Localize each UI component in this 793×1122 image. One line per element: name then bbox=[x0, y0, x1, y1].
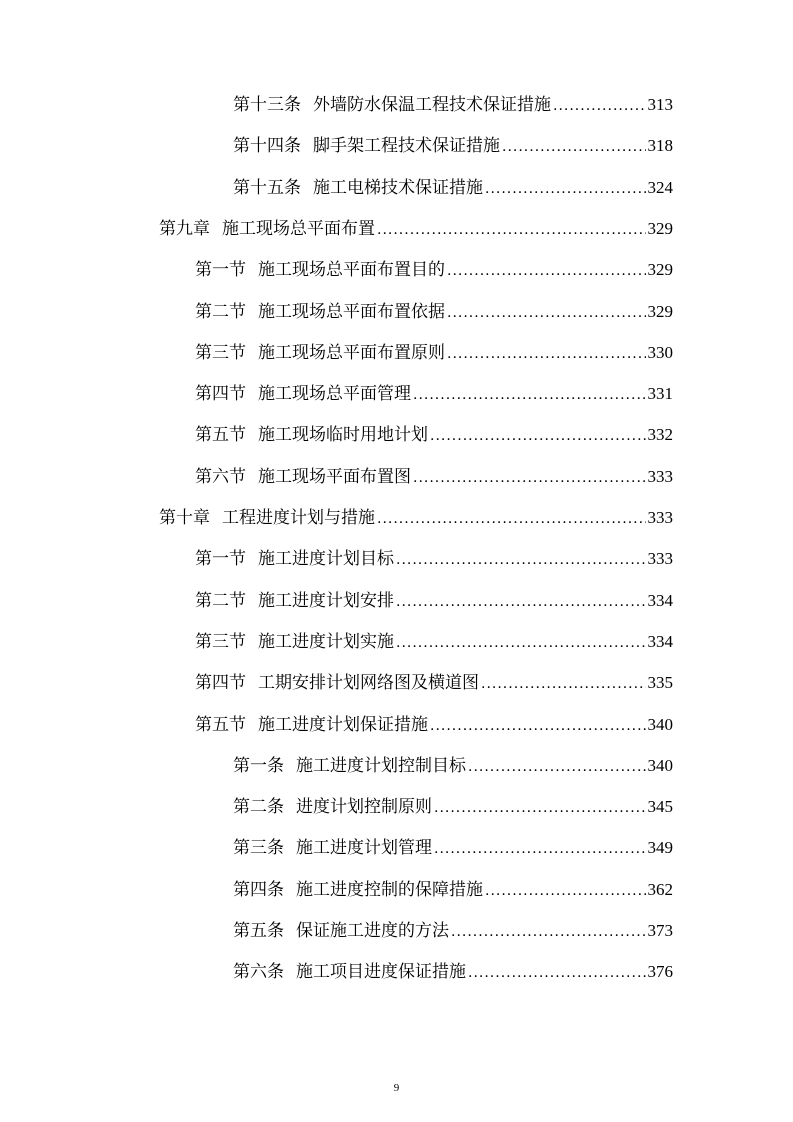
toc-entry-page: 324 bbox=[647, 177, 673, 197]
toc-entry-page: 340 bbox=[647, 755, 673, 775]
toc-entry-page: 333 bbox=[647, 549, 673, 569]
toc-entry-number: 第三条 bbox=[233, 838, 284, 859]
toc-entry-page: 362 bbox=[647, 879, 673, 899]
dot-leader bbox=[451, 917, 646, 947]
toc-entry[interactable] bbox=[195, 255, 673, 285]
toc-entry-number: 第五条 bbox=[233, 921, 284, 941]
toc-entry-page: 329 bbox=[647, 301, 673, 321]
toc-entry-number: 第五节 bbox=[195, 425, 246, 446]
toc-entry-page: 330 bbox=[647, 342, 673, 362]
dot-leader bbox=[396, 545, 646, 575]
toc-entry[interactable] bbox=[195, 544, 673, 574]
toc-entry-page: 333 bbox=[647, 508, 673, 527]
dot-leader bbox=[447, 339, 646, 369]
toc-entry-title: 脚手架工程技术保证措施 bbox=[313, 136, 500, 157]
page-number: 9 bbox=[393, 1082, 400, 1094]
dot-leader bbox=[396, 628, 646, 658]
toc-entry-title: 施工现场总平面布置原则 bbox=[258, 342, 445, 363]
toc-entry-number: 第六条 bbox=[233, 962, 284, 983]
dot-leader bbox=[377, 215, 646, 245]
dot-leader bbox=[413, 380, 646, 410]
toc-entry-number: 第十五条 bbox=[233, 177, 301, 198]
toc-entry-title: 施工进度计划保证措施 bbox=[258, 714, 428, 735]
dot-leader bbox=[481, 669, 646, 699]
toc-entry-page: 349 bbox=[647, 838, 673, 858]
toc-entry-number: 第四节 bbox=[195, 384, 246, 405]
toc-entry-number: 第一节 bbox=[195, 549, 246, 570]
toc-entry-title: 工期安排计划网络图及横道图 bbox=[258, 673, 479, 694]
toc-entry-page: 345 bbox=[647, 797, 673, 817]
toc-entry[interactable] bbox=[233, 751, 673, 781]
toc-entry-number: 第二节 bbox=[195, 590, 246, 611]
toc-entry-number: 第六节 bbox=[195, 466, 246, 487]
dot-leader bbox=[485, 876, 646, 906]
toc-entry-title: 保证施工进度的方法 bbox=[296, 921, 449, 941]
toc-entry[interactable] bbox=[233, 833, 673, 863]
dot-leader bbox=[447, 256, 646, 286]
toc-entry-title: 进度计划控制原则 bbox=[296, 797, 432, 818]
dot-leader bbox=[396, 587, 646, 617]
toc-entry-number: 第十四条 bbox=[233, 136, 301, 157]
toc-entry-page: 329 bbox=[647, 260, 673, 280]
toc-entry[interactable] bbox=[233, 916, 673, 946]
toc-entry-title: 施工现场总平面布置依据 bbox=[258, 301, 445, 322]
toc-entry-page: 334 bbox=[647, 631, 673, 651]
dot-leader bbox=[413, 463, 646, 493]
toc-entry[interactable] bbox=[195, 420, 673, 450]
toc-entry-title: 施工电梯技术保证措施 bbox=[313, 177, 483, 198]
toc-entry-number: 第一条 bbox=[233, 755, 284, 776]
toc-entry-title: 施工进度计划管理 bbox=[296, 838, 432, 859]
dot-leader bbox=[377, 504, 646, 534]
dot-leader bbox=[485, 174, 646, 204]
toc-entry[interactable] bbox=[233, 173, 673, 203]
toc-entry-page: 335 bbox=[647, 673, 673, 693]
dot-leader bbox=[447, 298, 646, 328]
toc-entry-page: 331 bbox=[647, 384, 673, 404]
toc-entry-page: 340 bbox=[647, 714, 673, 734]
dot-leader bbox=[434, 834, 646, 864]
toc-entry-number: 第五节 bbox=[195, 714, 246, 735]
toc-entry[interactable] bbox=[195, 379, 673, 409]
toc-entry-number: 第十三条 bbox=[233, 95, 301, 115]
toc-entry-page: 376 bbox=[647, 962, 673, 982]
toc-entry[interactable] bbox=[233, 131, 673, 161]
toc-entry-number: 第二节 bbox=[195, 301, 246, 322]
toc-entry-number: 第四节 bbox=[195, 673, 246, 694]
dot-leader bbox=[434, 793, 646, 823]
toc-entry-title: 施工进度计划控制目标 bbox=[296, 755, 466, 776]
toc-entry-number: 第一节 bbox=[195, 260, 246, 281]
toc-entry-title: 施工进度计划目标 bbox=[258, 549, 394, 570]
toc-entry[interactable] bbox=[195, 627, 673, 657]
toc-entry-title: 施工项目进度保证措施 bbox=[296, 962, 466, 983]
toc-entry-number: 第二条 bbox=[233, 797, 284, 818]
toc-entry-number: 第三节 bbox=[195, 631, 246, 652]
toc-entry-title: 施工现场临时用地计划 bbox=[258, 425, 428, 446]
dot-leader bbox=[430, 711, 646, 741]
toc-entry-title: 施工进度控制的保障措施 bbox=[296, 879, 483, 900]
toc-entry[interactable] bbox=[195, 297, 673, 327]
dot-leader bbox=[430, 421, 646, 451]
toc-entry-title: 施工现场总平面布置 bbox=[222, 218, 375, 239]
toc-entry[interactable] bbox=[159, 503, 673, 533]
toc-entry-number: 第四条 bbox=[233, 879, 284, 900]
toc-entry-page: 313 bbox=[647, 95, 673, 114]
toc-entry-page: 318 bbox=[647, 136, 673, 156]
toc-entry[interactable] bbox=[195, 668, 673, 698]
toc-entry-title: 施工现场平面布置图 bbox=[258, 466, 411, 487]
toc-entry[interactable] bbox=[233, 957, 673, 987]
toc-entry[interactable] bbox=[195, 710, 673, 740]
dot-leader bbox=[502, 132, 646, 162]
toc-entry-title: 施工现场总平面布置目的 bbox=[258, 260, 445, 281]
toc-entry[interactable] bbox=[159, 214, 673, 244]
toc-entry-number: 第十章 bbox=[159, 508, 210, 528]
toc-entry-page: 329 bbox=[647, 218, 673, 238]
toc-entry[interactable] bbox=[195, 586, 673, 616]
toc-entry-page: 333 bbox=[647, 466, 673, 486]
toc-entry-title: 外墙防水保温工程技术保证措施 bbox=[313, 95, 551, 115]
toc-entry[interactable] bbox=[233, 792, 673, 822]
toc-entry[interactable] bbox=[233, 875, 673, 905]
toc-entry-page: 332 bbox=[647, 425, 673, 445]
toc-entry-number: 第三节 bbox=[195, 342, 246, 363]
toc-entry[interactable] bbox=[233, 90, 673, 120]
toc-entry-page: 373 bbox=[647, 921, 673, 940]
toc-entry-title: 施工进度计划实施 bbox=[258, 631, 394, 652]
toc-entry-page: 334 bbox=[647, 590, 673, 610]
toc-entry-title: 施工进度计划安排 bbox=[258, 590, 394, 611]
toc-entry[interactable] bbox=[195, 462, 673, 492]
toc-entry[interactable] bbox=[195, 338, 673, 368]
toc-entry-title: 施工现场总平面管理 bbox=[258, 384, 411, 405]
dot-leader bbox=[468, 958, 646, 988]
dot-leader bbox=[553, 91, 646, 121]
toc-entry-title: 工程进度计划与措施 bbox=[222, 508, 375, 528]
dot-leader bbox=[468, 752, 646, 782]
toc-entry-number: 第九章 bbox=[159, 218, 210, 239]
